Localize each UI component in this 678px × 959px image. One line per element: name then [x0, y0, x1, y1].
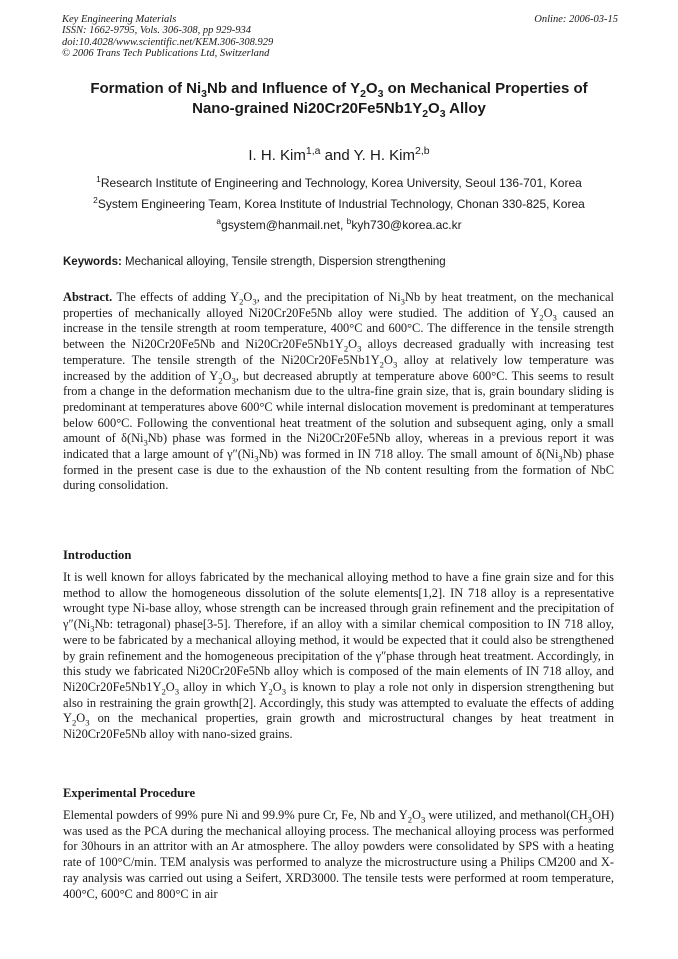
journal-header [62, 14, 618, 60]
introduction-heading: Introduction [63, 548, 132, 562]
abstract: Abstract. The effects of adding $Y_2O_3$, and the precipitation of $Ni_3Nb$ by heat treatment, on the mechanical properties of mechanically alloyed Ni20Cr20Fe5Nb alloy were studied. The addition of $Y_2O_3$ caused an increase in the tensile strength at room temperature, 400°C and 600°C. The difference in the tensile strength between the Ni20Cr20Fe5Nb and $Ni20Cr20Fe5Nb1Y_2O_3$ alloys decreased gradually with increasing test temperature. The tensile strength of the $Ni20Cr20Fe5Nb1Y_2O_3$ alloy at relatively low temperature was increased by the addition of $Y_2O_3$, but decreased abruptly at temperature above 600°C. This seems to result from a change in the deformation mechanism due to the ultra-fine grain size, that is, grain boundary sliding is predominant at temperatures above 600°C while internal dislocation movement is predominant at temperatures below 600°C. Following the conventional heat treatment of the solution and subsequent aging, only a small amount of $\delta(Ni_3Nb)$ phase was formed in the Ni20Cr20Fe5Nb alloy, whereas in a previous report it was indicated that a large amount of $\gamma''(Ni_3Nb)$ was formed in IN 718 alloy. The small amount of $\delta(Ni_3Nb)$ phase formed in the present case is due to the exhaustion of the Nb content resulting from the formation of NbC during consolidation. [63, 290, 615, 493]
email-line: $^a$gsystem@hanmail.net, $^b$kyh730@korea.ac.kr [216, 216, 462, 232]
email-b: kyh730@korea.ac.kr [351, 218, 462, 232]
affiliation-2: $^2$System Engineering Team, Korea Institute of Industrial Technology, Chonan 330-825, Korea [93, 195, 585, 211]
experimental-paragraph: Elemental powders of 99% pure Ni and 99.9% pure Cr, Fe, Nb and $Y_2O_3$ were utilized, and $methanol(CH_3OH)$ was used as the PCA during the mechanical alloying process. The mechanical alloying process was performed for 30hours in an attritor with an Ar atmosphere. The alloy powders were consolidated by SPS with a heating rate of 100°C/min. TEM analysis was performed to analyze the microstructure using a Philips CM200 and X-ray analysis was carried out using a Seifert, XRD3000. The tensile tests were performed at room temperature, 400°C, 600°C and 800°C in air [63, 808, 614, 901]
abstract-label: Abstract. [63, 290, 113, 304]
journal-name: Key Engineering Materials [62, 14, 177, 25]
keywords-text: Mechanical alloying, Tensile strength, Dispersion strengthening [121, 256, 446, 268]
keywords [63, 256, 623, 268]
keywords-label: Keywords: [63, 256, 122, 268]
author-2: Y. H. Kim [353, 147, 415, 164]
online-date: Online: 2006-03-15 [534, 14, 618, 25]
paper-title: Formation of $Ni_3Nb$ and Influence of $Y_2O_3$ on Mechanical Properties of Nano-grained $Ni20Cr20Fe5Nb1Y_2O_3$ Alloy [90, 80, 588, 120]
issn-line: ISSN: 1662-9795, Vols. 306-308, pp 929-934 [62, 25, 251, 37]
copyright-line: © 2006 Trans Tech Publications Ltd, Switzerland [62, 48, 270, 60]
author-line: I. H. Kim$^{1,a}$ and Y. H. Kim$^{2,b}$ [248, 145, 430, 164]
email-a: gsystem@hanmail.net, [221, 218, 347, 232]
experimental-heading: Experimental Procedure [63, 786, 196, 800]
introduction-paragraph: It is well known for alloys fabricated by the mechanical alloying method to have a fine grain size and for this method to allow the homogeneous dissolution of the solute elements[1,2]. IN 718 alloy is a representative wrought type Ni-base alloy, whose strength can be increased through grain refinement and the precipitation of $\gamma''(Ni_3Nb$: tetragonal) phase[3-5]. Therefore, if an alloy with a similar chemical composition to IN 718 alloy, were to be fabricated by a mechanical alloying method, it would be expected that it could also be strengthened by grain refinement and the homogeneous precipitation of the γ″phase through heat treatment. Accordingly, in this study we fabricated Ni20Cr20Fe5Nb alloy which is composed of the main elements of IN 718 alloy, and $Ni20Cr20Fe5Nb1Y_2O_3$ alloy in which $Y_2O_3$ is known to play a role not only in dispersion strengthening but also in restraining the grain growth[2]. Accordingly, this study was attempted to evaluate the effects of adding $Y_2O_3$ on the mechanical properties, grain growth and microstructural changes by heat treatment in Ni20Cr20Fe5Nb alloy with nano-sized grains. [63, 570, 614, 742]
author-1: I. H. Kim [248, 147, 306, 164]
doi-line: doi:10.4028/www.scientific.net/KEM.306-308.929 [62, 36, 274, 48]
affiliation-1: $^1$Research Institute of Engineering and Technology, Korea University, Seoul 136-701, Korea [96, 174, 582, 190]
